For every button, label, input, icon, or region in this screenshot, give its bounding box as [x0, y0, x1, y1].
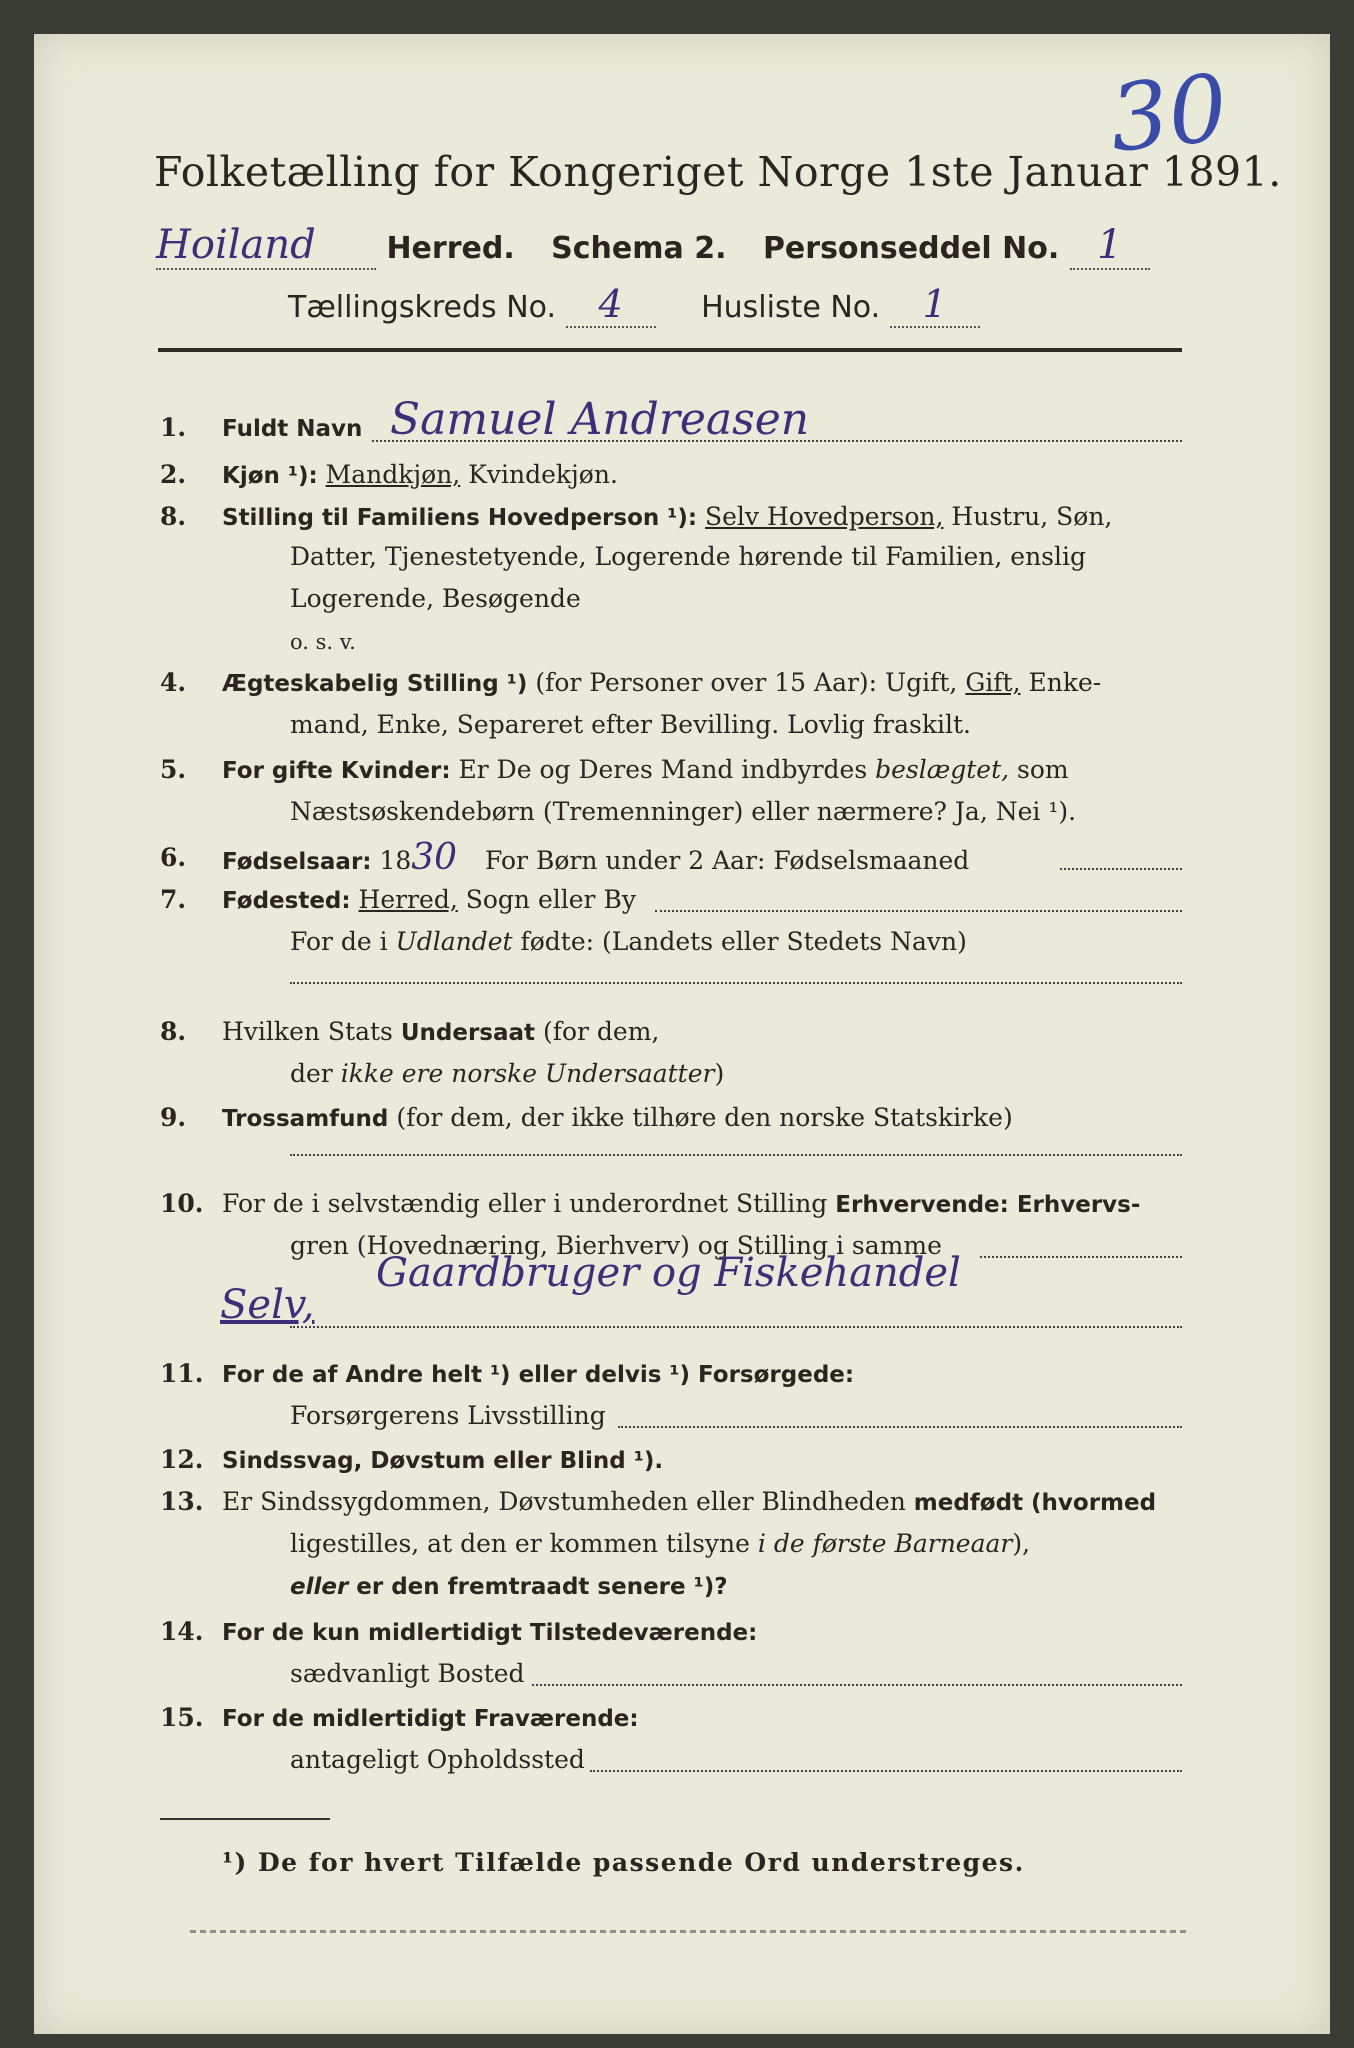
religion-text: (for dem, der ikke tilhøre den norske Statskirke) [396, 1103, 1013, 1132]
kreds-label: Tællingskreds No. [288, 290, 556, 325]
birth-year-label: Fødselsaar: [222, 849, 372, 875]
family-position-options: Hustru, Søn, [951, 502, 1113, 531]
birth-year-value: 30 [411, 837, 458, 878]
presumed-residence-label: antageligt Opholdssted [290, 1745, 585, 1774]
citizenship-text: Hvilken Stats [222, 1017, 393, 1046]
occupation-text: For de i selvstændig eller i underordnet Stilling [222, 1189, 828, 1218]
occupation-bold: Erhvervende: [835, 1192, 1009, 1218]
disability-line2-a: ligestilles, at den er kommen tilsyne [290, 1529, 750, 1558]
footnote-rule [160, 1818, 330, 1820]
occupation-bold-2: Erhvervs- [1016, 1192, 1141, 1218]
marital-options-2: mand, Enke, Separeret efter Bevilling. Lovlig fraskilt. [290, 710, 971, 739]
husliste-value: 1 [890, 282, 980, 328]
full-name-value: Samuel Andreasen [390, 394, 810, 445]
married-women-text: Er De og Deres Mand indbyrdes [458, 755, 868, 784]
gender-label: Kjøn ¹): [222, 463, 318, 489]
item-number: 6. [160, 843, 187, 872]
family-position-etc: o. s. v. [290, 630, 356, 654]
item-number: 8. [160, 502, 187, 531]
item-number: 12. [160, 1445, 204, 1474]
item-number: 9. [160, 1103, 187, 1132]
gender-option-female[interactable]: Kvindekjøn. [468, 460, 618, 489]
presumed-residence-field[interactable] [590, 1770, 1182, 1772]
herred-label: Herred. [386, 231, 515, 266]
schema-label: Schema 2. [551, 231, 727, 266]
birth-year-prefix: 18 [379, 846, 412, 875]
item-number: 11. [160, 1359, 204, 1388]
temporary-absent-label: For de midlertidigt Fraværende: [222, 1706, 639, 1732]
temporary-present-label: For de kun midlertidigt Tilstedeværende: [222, 1620, 758, 1646]
married-women-label: For gifte Kvinder: [222, 758, 451, 784]
item-number: 10. [160, 1189, 204, 1218]
item-number: 5. [160, 755, 187, 784]
married-women-italic: beslægtet, [875, 755, 1010, 784]
abroad-field[interactable] [290, 982, 1182, 984]
birthplace-field[interactable] [655, 910, 1182, 912]
religion-field[interactable] [290, 1154, 1182, 1156]
citizenship-line2-italic: ikke ere norske Undersaatter [340, 1059, 715, 1088]
married-women-end: som [1017, 755, 1069, 784]
abroad-text-a: For de i [290, 927, 388, 956]
bottom-rule [190, 1930, 1190, 1933]
item-number: 7. [160, 885, 187, 914]
item-number: 13. [160, 1487, 204, 1516]
family-position-options-3: Logerende, Besøgende [290, 584, 581, 613]
page-number: 30 [1104, 54, 1233, 173]
gender-option-male[interactable]: Mandkjøn, [325, 460, 461, 489]
married-women-line-2: Næstsøskendebørn (Tremenninger) eller nærmere? Ja, Nei ¹). [290, 797, 1077, 826]
occupation-value: Gaardbruger og Fiskehandel [376, 1250, 961, 1296]
kreds-value: 4 [566, 282, 656, 328]
marital-rest: Enke- [1028, 668, 1102, 697]
supported-label: For de af Andre helt ¹) eller delvis ¹) Forsørgede: [222, 1362, 855, 1388]
citizenship-text-2: (for dem, [542, 1017, 660, 1046]
disability-origin-text-2: (hvormed [1031, 1490, 1157, 1516]
marital-selected[interactable]: Gift, [965, 668, 1021, 697]
header-line-kreds [288, 282, 980, 328]
footnote: ¹) De for hvert Tilfælde passende Ord understreges. [222, 1848, 1025, 1877]
birthplace-label: Fødested: [222, 888, 351, 914]
header-rule [158, 348, 1182, 352]
abroad-italic: Udlandet [395, 927, 513, 956]
citizenship-line2-a: der [290, 1059, 333, 1088]
marital-label: Ægteskabelig Stilling ¹) [222, 671, 528, 697]
husliste-label: Husliste No. [701, 290, 881, 325]
disability-line2-italic: i de første Barneaar [757, 1529, 1013, 1558]
item-number: 15. [160, 1703, 204, 1732]
disability-line3-bold: er den fremtraadt senere ¹)? [356, 1574, 728, 1600]
item-number: 14. [160, 1617, 204, 1646]
birthplace-selected[interactable]: Herred, [358, 885, 458, 914]
occupation-line-2: gren (Hovednæring, Bierhverv) og Stilling i samme [290, 1231, 942, 1260]
occupation-field-2[interactable] [290, 1326, 1182, 1328]
form-title: Folketælling for Kongeriget Norge 1ste Januar 1891. [154, 148, 1282, 196]
abroad-text-b: fødte: (Landets eller Stedets Navn) [520, 927, 967, 956]
herred-value: Hoiland [156, 222, 376, 270]
usual-residence-label: sædvanligt Bosted [290, 1659, 525, 1688]
item-number: 1. [160, 413, 187, 442]
family-position-options-2: Datter, Tjenestetyende, Logerende hørende til Familien, enslig [290, 542, 1087, 571]
occupation-value-self: Selv, [220, 1282, 315, 1328]
disability-line3-italic: eller [290, 1574, 349, 1600]
occupation-field-1[interactable] [980, 1256, 1182, 1258]
personseddel-value: 1 [1070, 222, 1150, 270]
supporter-occupation-label: Forsørgerens Livsstilling [290, 1401, 606, 1430]
religion-label: Trossamfund [222, 1106, 389, 1132]
usual-residence-field[interactable] [532, 1684, 1182, 1686]
birth-month-field[interactable] [1060, 868, 1182, 870]
supporter-occupation-field[interactable] [618, 1426, 1182, 1428]
disability-origin-text: Er Sindssygdommen, Døvstumheden eller Blindheden [222, 1487, 906, 1516]
birth-month-text: For Børn under 2 Aar: Fødselsmaaned [485, 846, 970, 875]
citizenship-bold: Undersaat [400, 1020, 536, 1046]
full-name-label: Fuldt Navn [222, 416, 363, 442]
family-position-selected[interactable]: Selv Hovedperson, [705, 502, 944, 531]
disability-origin-bold: medfødt [913, 1490, 1024, 1516]
disability-label: Sindssvag, Døvstum eller Blind ¹). [222, 1448, 664, 1474]
header-line-herred [156, 222, 1150, 270]
birthplace-options: Sogn eller By [465, 885, 636, 914]
family-position-label: Stilling til Familiens Hovedperson ¹): [222, 505, 698, 531]
marital-text: (for Personer over 15 Aar): Ugift, [535, 668, 958, 697]
item-number: 4. [160, 668, 187, 697]
disability-line2-b: ), [1012, 1529, 1031, 1558]
item-number: 8. [160, 1017, 187, 1046]
item-number: 2. [160, 460, 187, 489]
citizenship-line2-b: ) [714, 1059, 725, 1088]
personseddel-label: Personseddel No. [762, 231, 1060, 266]
